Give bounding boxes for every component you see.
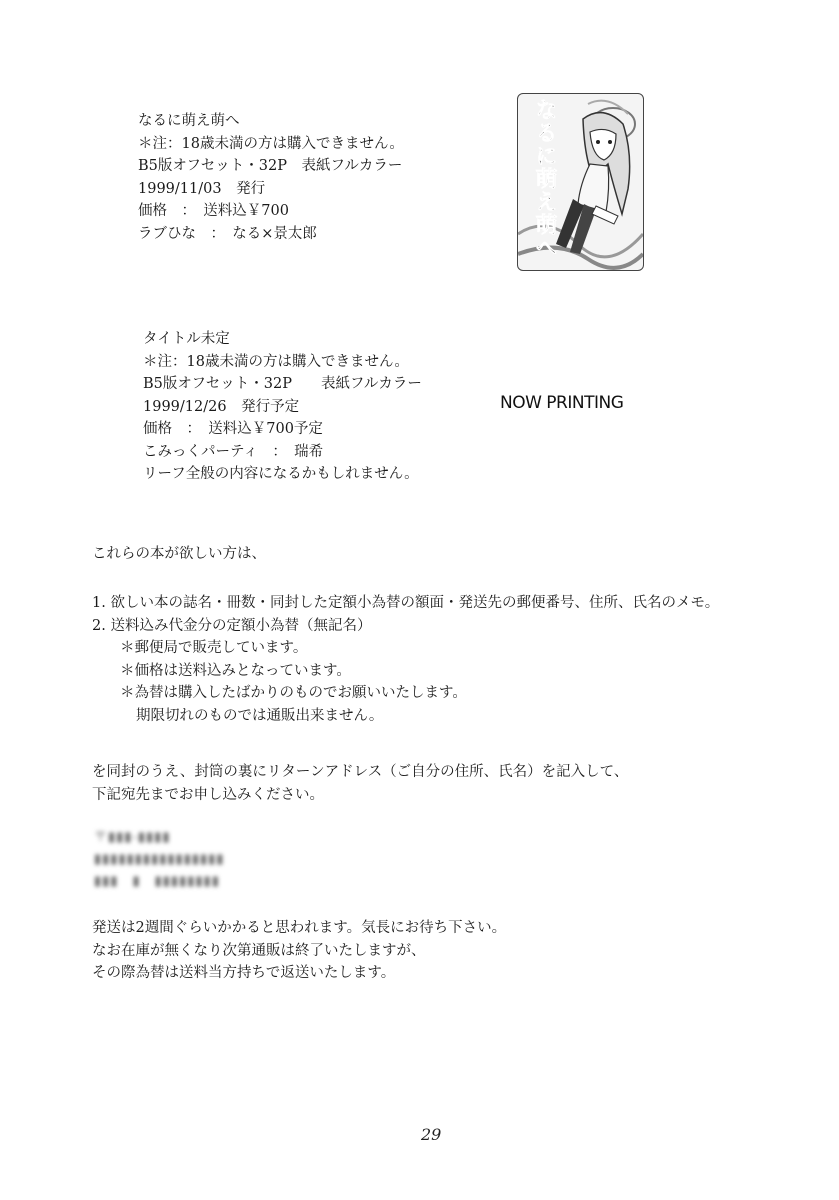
book2-content-note: リーフ全般の内容になるかもしれません。	[143, 466, 419, 482]
order-intro: これらの本が欲しい方は、	[92, 546, 266, 562]
book2-details	[143, 328, 422, 486]
book2-title: タイトル未定	[143, 331, 230, 347]
cover-title-text: なるに萌え萌へ	[532, 98, 557, 259]
book1-release-date: 1999/11/03 発行	[138, 180, 266, 197]
step-2: 2. 送料込み代金分の定額小為替（無記名）	[92, 617, 372, 634]
book2-release-date: 1999/12/26 発行予定	[143, 398, 300, 415]
redacted-line: ▮▮▮ ▮ ▮▮▮▮▮▮▮▮	[94, 874, 220, 889]
shipping-notice	[92, 917, 506, 985]
book1-details	[138, 110, 404, 245]
notice-line-2: なお在庫が無くなり次第通販は終了いたしますが、	[92, 942, 426, 959]
closing-line-1: を同封のうえ、封筒の裏にリターンアドレス（ご自分の住所、氏名）を記入して、	[92, 764, 629, 780]
book1-title: なるに萌え萌へ	[138, 113, 240, 129]
book1-genre: ラブひな ： なる×景太郎	[138, 225, 317, 242]
notice-line-1: 発送は2週間ぐらいかかると思われます。気長にお待ち下さい。	[92, 920, 507, 936]
closing-instructions	[92, 761, 628, 806]
step-1: 1. 欲しい本の誌名・冊数・同封した定額小為替の額面・発送先の郵便番号、住所、氏名のメモ。	[92, 595, 720, 611]
step-note-fresh-order: ＊為替は購入したばかりのものでお願いいたします。	[120, 685, 467, 701]
book1-cover-image	[517, 93, 644, 271]
book2-price: 価格 ： 送料込￥700予定	[143, 421, 323, 437]
order-steps	[92, 592, 719, 727]
page-number: 29	[421, 1125, 442, 1144]
step-note-post-office: ＊郵便局で販売しています。	[120, 640, 308, 656]
step-note-price: ＊価格は送料込みとなっています。	[120, 662, 351, 679]
redacted-line: ▮▮▮▮▮▮▮▮▮▮▮▮▮▮▮▮	[94, 852, 225, 867]
book2-age-notice: ＊注：18歳未満の方は購入できません。	[143, 353, 409, 370]
step-note-expired: 期限切れのものでは通販出来ません。	[136, 707, 384, 724]
book1-format: B5版オフセット・32P 表紙フルカラー	[138, 158, 403, 174]
book2-format: B5版オフセット・32P 表紙フルカラー	[143, 376, 422, 392]
book1-age-notice: ＊注：18歳未満の方は購入できません。	[138, 135, 404, 152]
book1-price: 価格 ： 送料込￥700	[138, 203, 289, 219]
book2-genre: こみっくパーティ ： 瑞希	[143, 443, 324, 460]
now-printing-placeholder: NOW PRINTING	[500, 393, 624, 413]
redacted-address	[94, 827, 224, 893]
notice-line-3: その際為替は送料当方持ちで返送いたします。	[92, 965, 396, 981]
closing-line-2: 下記宛先までお申し込みください。	[92, 786, 324, 803]
redacted-line: 〒▮▮▮-▮▮▮▮	[94, 830, 171, 845]
